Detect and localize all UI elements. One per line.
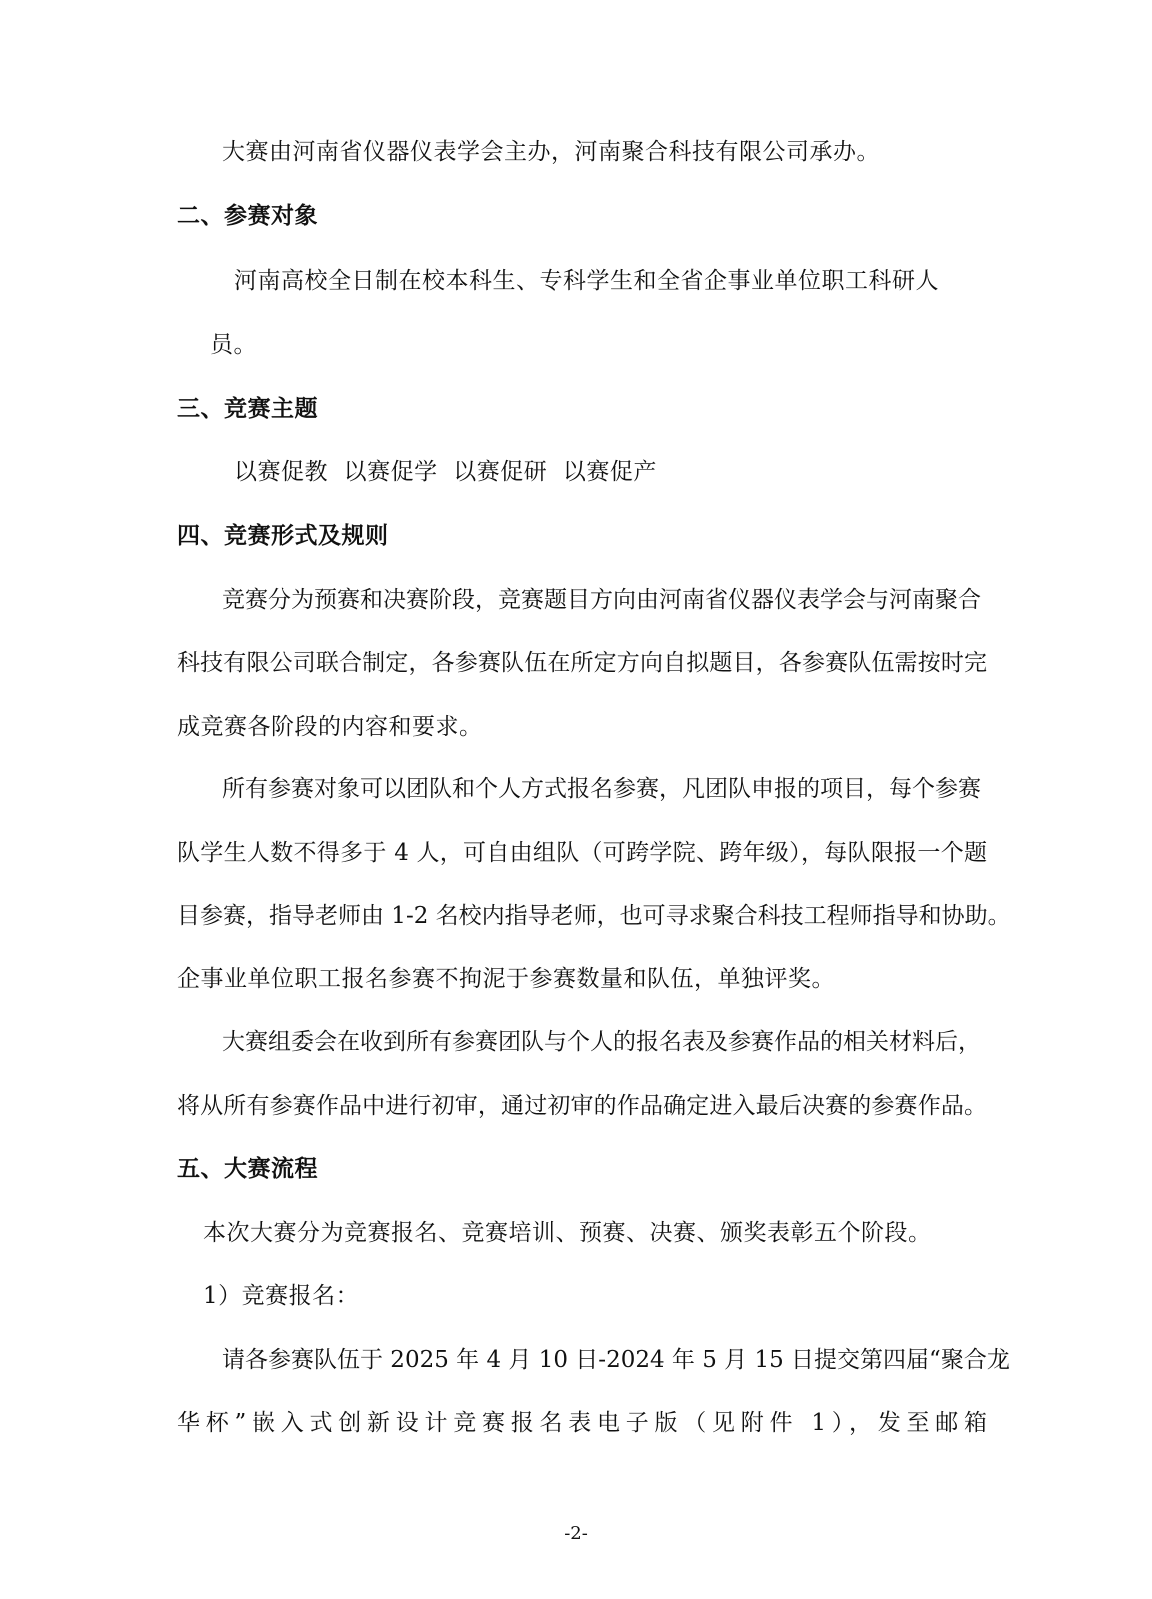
theme-line: 以赛促教 以赛促学 以赛促研 以赛促产 bbox=[234, 459, 657, 485]
rules-paragraph-line: 将从所有参赛作品中进行初审，通过初审的作品确定进入最后决赛的参赛作品。 bbox=[177, 1093, 987, 1119]
participants-paragraph-line: 员。 bbox=[210, 332, 257, 358]
organizer-paragraph: 大赛由河南省仪器仪表学会主办，河南聚合科技有限公司承办。 bbox=[222, 139, 880, 165]
page-number: -2- bbox=[564, 1523, 588, 1544]
process-intro: 本次大赛分为竞赛报名、竞赛培训、预赛、决赛、颁奖表彰五个阶段。 bbox=[203, 1220, 932, 1246]
step1-label: 1）竞赛报名： bbox=[203, 1283, 360, 1309]
section-heading-process: 五、大赛流程 bbox=[177, 1156, 318, 1182]
rules-paragraph-line: 企事业单位职工报名参赛不拘泥于参赛数量和队伍，单独评奖。 bbox=[177, 966, 835, 992]
participants-paragraph-line: 河南高校全日制在校本科生、专科学生和全省企事业单位职工科研人 bbox=[234, 268, 939, 294]
section-heading-participants: 二、参赛对象 bbox=[177, 203, 318, 229]
rules-paragraph-line: 科技有限公司联合制定，各参赛队伍在所定方向自拟题目，各参赛队伍需按时完 bbox=[177, 650, 987, 676]
step1-paragraph-line: 请各参赛队伍于 2025 年 4 月 10 日-2024 年 5 月 15 日提交第四届“聚合龙 bbox=[222, 1347, 1010, 1373]
rules-paragraph-line: 所有参赛对象可以团队和个人方式报名参赛，凡团队申报的项目，每个参赛 bbox=[222, 776, 981, 802]
rules-paragraph-line: 队学生人数不得多于 4 人，可自由组队（可跨学院、跨年级），每队限报一个题 bbox=[177, 840, 987, 866]
section-heading-rules: 四、竞赛形式及规则 bbox=[177, 523, 389, 549]
step1-paragraph-line: 华杯”嵌入式创新设计竞赛报名表电子版（见附件 1），发至邮箱 bbox=[177, 1410, 987, 1436]
rules-paragraph-line: 成竞赛各阶段的内容和要求。 bbox=[177, 714, 483, 740]
section-heading-theme: 三、竞赛主题 bbox=[177, 396, 318, 422]
rules-paragraph-line: 大赛组委会在收到所有参赛团队与个人的报名表及参赛作品的相关材料后， bbox=[222, 1029, 981, 1055]
rules-paragraph-line: 目参赛，指导老师由 1-2 名校内指导老师，也可寻求聚合科技工程师指导和协助。 bbox=[177, 903, 1011, 929]
rules-paragraph-line: 竞赛分为预赛和决赛阶段，竞赛题目方向由河南省仪器仪表学会与河南聚合 bbox=[222, 587, 981, 613]
